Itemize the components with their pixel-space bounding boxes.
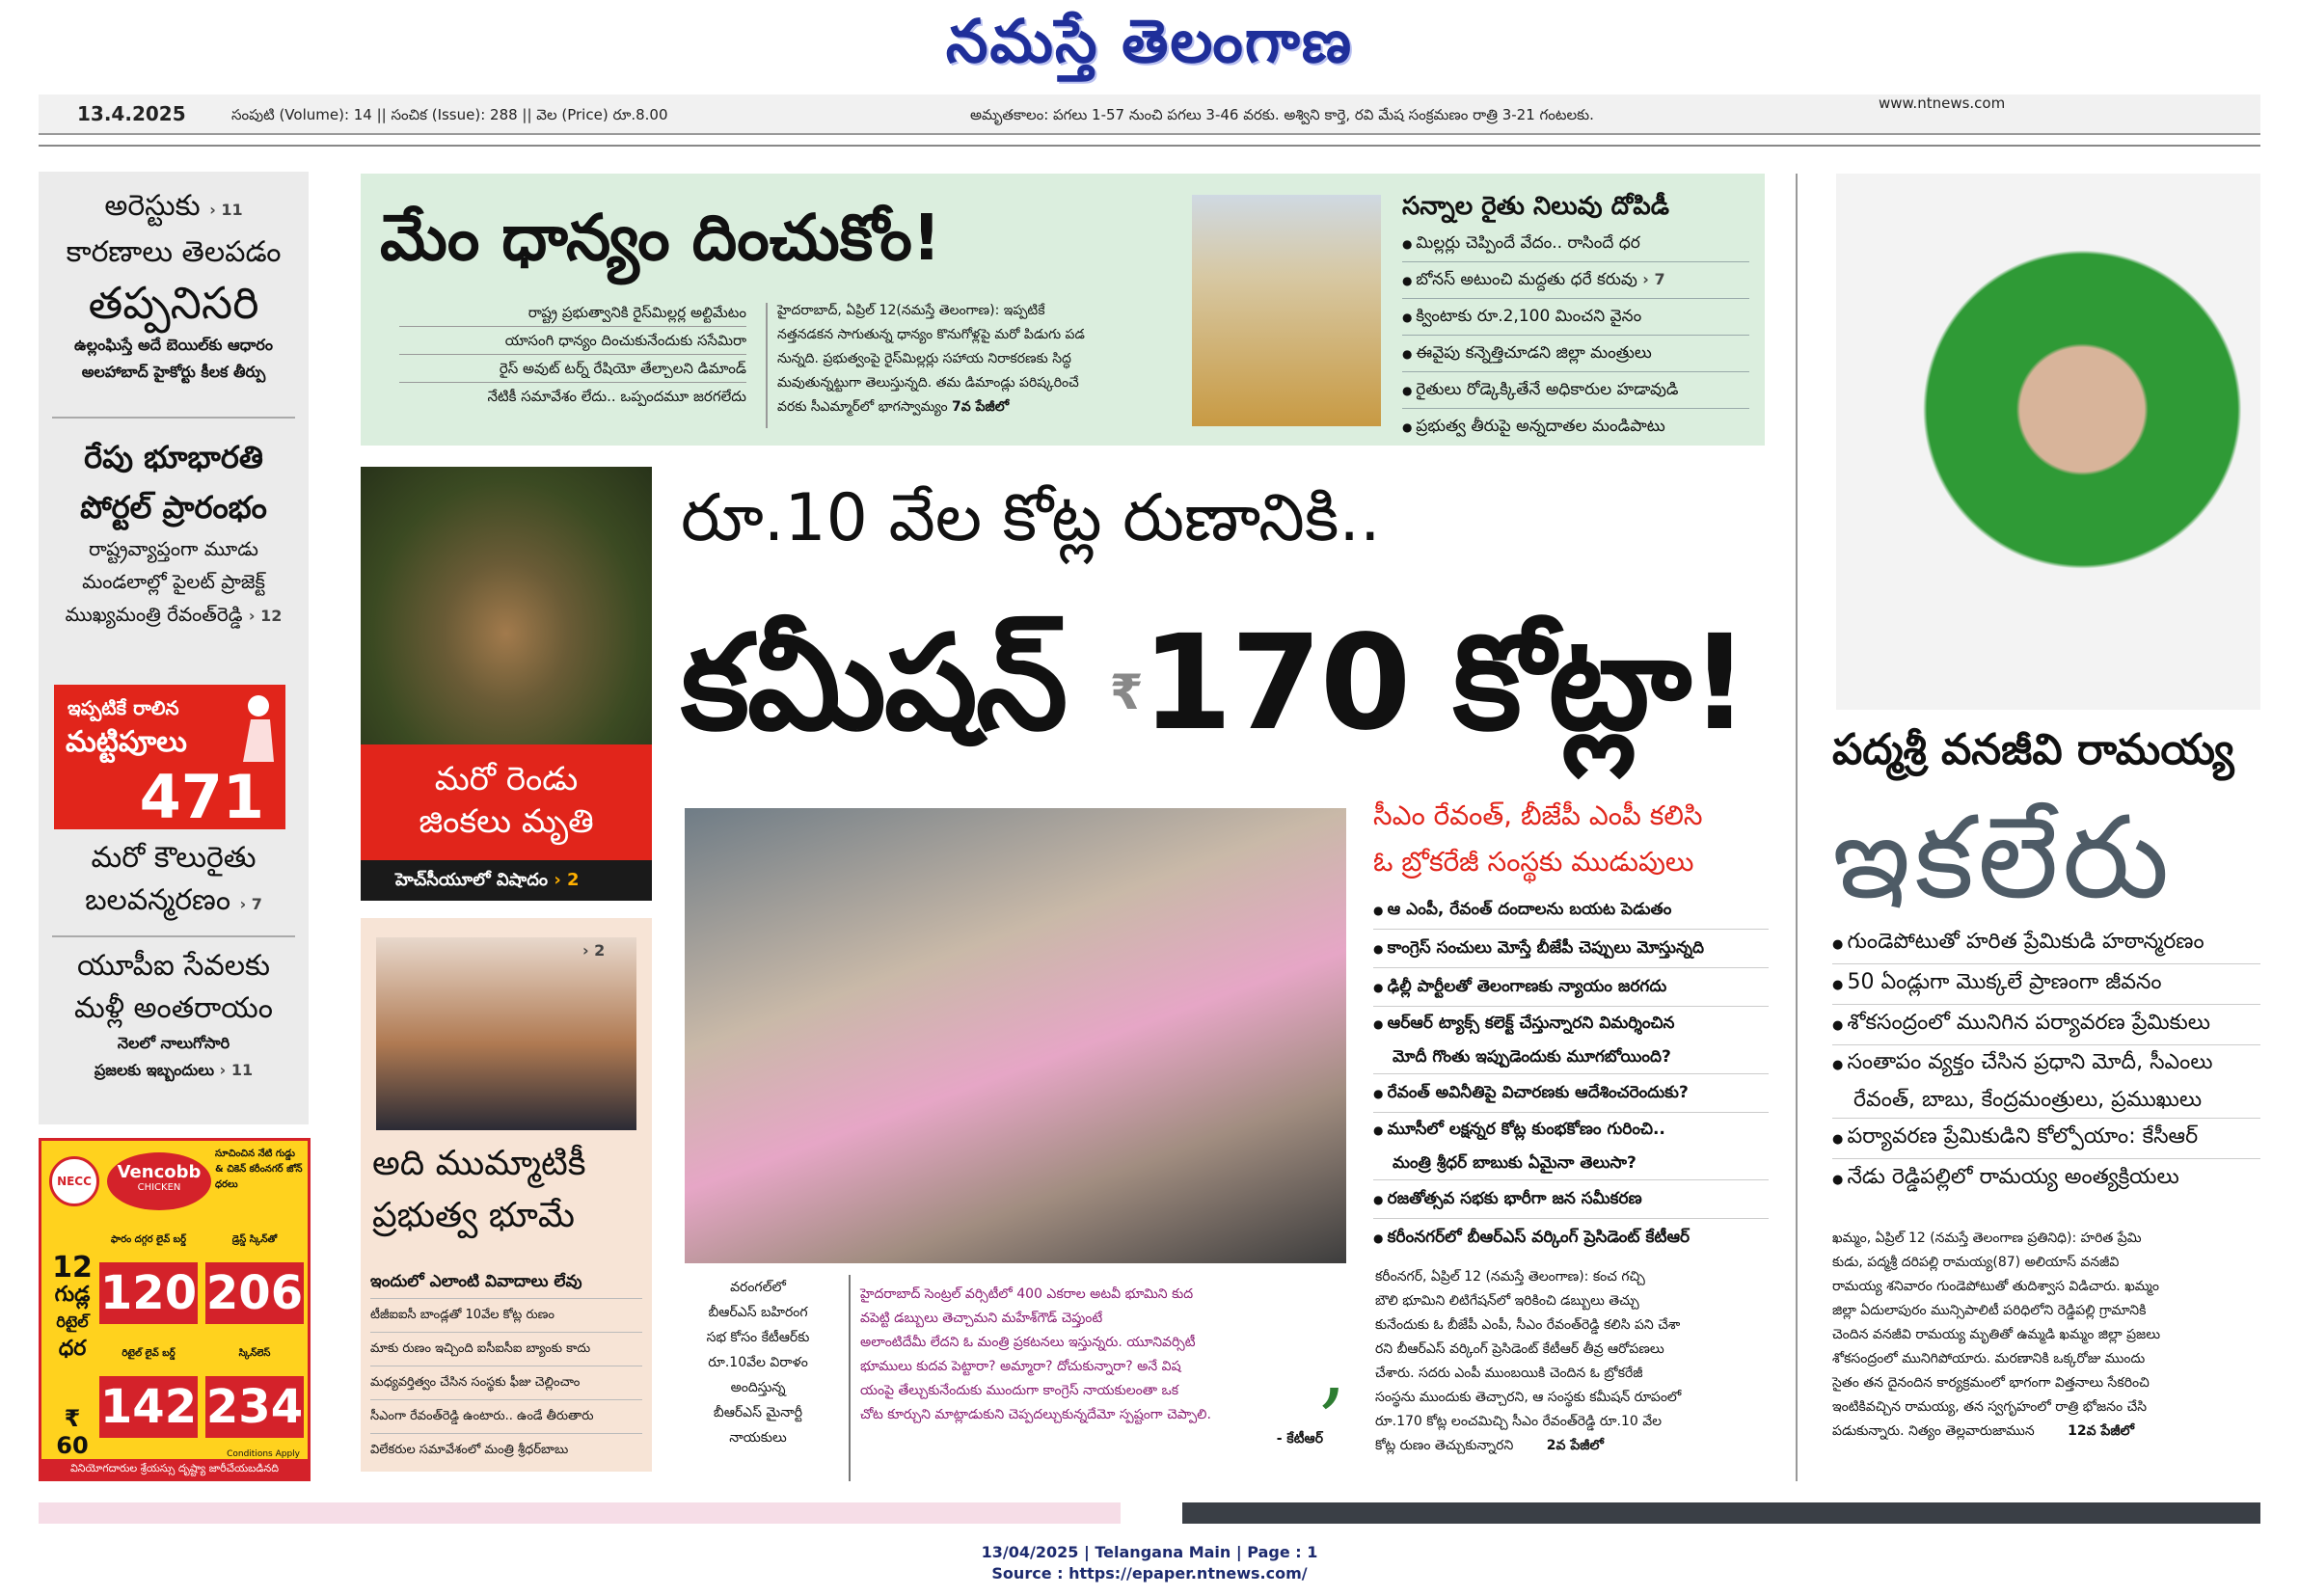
quote-line: యంపై తేల్చుకునేందుకు ముందుగా కాంగ్రెస్ నాయకులంతా ఒక xyxy=(860,1383,1179,1398)
rupee-symbol: ₹ xyxy=(1109,663,1142,720)
deer-subbar: హెచ్‌సీయూలో విషాదం › 2 xyxy=(361,860,652,901)
banner-subpoint: యాసంగి ధాన్యం దించుకునేందుకు ససేమిరా xyxy=(399,327,746,355)
body-line: రూ.170 కోట్ల లంచమిచ్చి సీఎం రేవంత్‌రెడ్డి రూ.10 వేల xyxy=(1375,1414,1663,1429)
banner-subpoints xyxy=(399,299,746,410)
main-headline-line2: కమీషన్ ₹170 కోట్లా! xyxy=(681,608,1748,760)
page-ref: › 7 xyxy=(1642,270,1665,288)
story-title: యూపీఐ సేవలకు xyxy=(76,949,271,983)
land-line: టీజీఐఐసీ బాండ్లతో 10వేల కోట్ల రుణం xyxy=(370,1298,642,1332)
egg-word: రిటైల్ xyxy=(56,1312,89,1331)
price-live-bird-farm: 120 xyxy=(99,1262,198,1324)
vanajeevi-ramaiah-photo xyxy=(1836,174,2260,710)
bullet-item: ● 50 ఏండ్లుగా మొక్కలే ప్రాణంగా జీవనం xyxy=(1832,964,2260,1005)
footer-source[interactable]: Source : https://epaper.ntnews.com/ xyxy=(991,1564,1308,1582)
land-line: మాకు రుణం ఇచ్చింది ఐసీఐసీఐ బ్యాంకు కాదు xyxy=(370,1332,642,1366)
body-line: సంస్థను ముందుకు తెచ్చారని, ఆ సంస్థకు కమీషన్ రూపంలో xyxy=(1375,1390,1682,1405)
story-line: మండలాల్లో పైలట్ ప్రాజెక్ట్ xyxy=(82,570,265,593)
info-bar xyxy=(39,95,2260,135)
land-line: సీఎంగా రేవంత్‌రెడ్డి ఉంటారు.. ఉండే తీరుతారు xyxy=(370,1399,642,1433)
land-title-line: ప్రభుత్వ భూమే xyxy=(372,1196,575,1235)
ad-conditions: Conditions Apply xyxy=(227,1449,300,1459)
bottom-ad-strip-right xyxy=(1182,1502,2260,1524)
badge-line: ఇప్పటికే రాలిన xyxy=(68,696,179,719)
bullet-item: ● బోనస్ అటుంచి మద్దతు ధరే కరువు › 7 xyxy=(1402,262,1749,299)
body-line: కునేందుకు ఓ బీజేపీ ఎంపీ, సీఎం రేవంత్‌రెడ్డి కలిసి పని చేశా xyxy=(1375,1317,1681,1333)
story-upi xyxy=(39,945,309,1084)
ramaiah-body xyxy=(1832,1227,2260,1444)
quote-line: హైదరాబాద్ సెంట్రల్ వర్సిటీలో 400 ఎకరాల అటవీ భూమిని కుద xyxy=(860,1286,1194,1302)
quote-attribution: - కేటీఆర్ xyxy=(1276,1431,1323,1447)
body-line: రని బీఆర్‌ఎస్ వర్కింగ్ ప్రెసిడెంట్ కేటీఆర్ తీవ్ర ఆరోపణలు xyxy=(1375,1341,1664,1357)
main-bullets xyxy=(1373,891,1769,1257)
bullet-item: ● రైతులు రోడ్కెక్కితేనే అధికారుల హడావుడి xyxy=(1402,372,1749,409)
ktr-quote xyxy=(860,1283,1323,1451)
ramaiah-bullets xyxy=(1832,924,2260,1199)
masthead xyxy=(0,0,2299,96)
ad-top-text: సూచించిన నేటి గుడ్డు & చికెన్ కరీంనగర్ జోన్ ధరలు xyxy=(215,1149,303,1190)
bullet-item: ● కరీంనగర్‌లో బీఆర్‌ఎస్ వర్కింగ్ ప్రెసిడెంట్ కేటీఆర్ xyxy=(1373,1219,1769,1257)
price-retail-live: 142 xyxy=(99,1376,198,1438)
body-line: మవుతున్నట్టుగా తెలుస్తున్నది. తమ డిమాండ్లు పరిష్కరించే xyxy=(777,375,1079,391)
story-title: బలవన్మరణం › 7 xyxy=(85,883,262,917)
story-line: ఉల్లంఘిస్తే అదే బెయిల్‌కు ఆధారం xyxy=(73,336,273,354)
bullet-item: ● మిల్లర్లు చెప్పిందే వేదం.. రాసిందే ధర xyxy=(1402,226,1749,262)
farmer-icon xyxy=(230,690,282,762)
body-line: చేశారు. సదరు ఎంపీ ముంబయికి చెందిన ఓ బ్రోకరేజీ xyxy=(1375,1366,1643,1381)
deer-headline-line: జింకలు మృతి xyxy=(419,802,594,841)
story-title-emph: తప్పనిసరి xyxy=(88,277,259,329)
body-line: నత్తనడకన సాగుతున్న ధాన్యం కొనుగోళ్లపై మరో పిడుగు పడ xyxy=(777,327,1085,342)
quote-line: భూములు కుదవ పెట్టారా? అమ్మారా? దోచుకున్నారా? అనే విష xyxy=(860,1359,1181,1374)
bullet-item: ● కాంగ్రెస్ సంచులు మోస్తే బీజేపీ చెప్పులు మోస్తున్నది xyxy=(1373,930,1769,968)
story-title: కారణాలు తెలపడం xyxy=(66,235,282,269)
egg-word: ధర xyxy=(58,1337,87,1361)
price-label: డ్రెస్డ్ స్కిన్‌తో xyxy=(231,1234,278,1245)
left-column xyxy=(39,172,309,1124)
divider xyxy=(52,935,295,937)
issue-date: 13.4.2025 xyxy=(77,102,186,125)
amrutha-kalam: అమృతకాలం: పగలు 1-57 నుంచి పగలు 3-46 వరకు. అశ్విని కార్తె, రవి మేష సంక్రమణం రాత్రి 3-21 గంటలకు. xyxy=(970,106,1594,123)
egg-label xyxy=(47,1251,97,1459)
bullet-item: ● సంతాపం వ్యక్తం చేసిన ప్రధాని మోదీ, సీఎంలు రేవంత్, బాబు, కేంద్రమంత్రులు, ప్రముఖులు xyxy=(1832,1045,2260,1119)
land-lines xyxy=(370,1265,642,1467)
page-ref: 7వ పేజీలో xyxy=(952,399,1010,415)
body-line: ఖమ్మం, ఏప్రిల్ 12 (నమస్తే తెలంగాణ ప్రతినిధి): హరిత ప్రేమి xyxy=(1832,1231,2142,1246)
egg-word: గుడ్ల xyxy=(54,1283,91,1307)
body-line: వరకు సీఎమ్మార్‌లో భాగస్వామ్యం 7వ పేజీలో xyxy=(777,399,1010,415)
photo-caption xyxy=(681,1275,835,1450)
rice-millers-banner xyxy=(361,174,1765,446)
price-label: స్కిన్‌లెస్ xyxy=(238,1348,271,1359)
bullet-item: ● మూసీలో లక్షన్నర కోట్ల కుంభకోణం గురించి.. మంత్రి శ్రీధర్ బాబుకు ఏమైనా తెలుసా? xyxy=(1373,1113,1769,1180)
price-label: ఫారం దగ్గర లైవ్ బర్డ్ xyxy=(110,1234,187,1245)
bullet-item: ● ఢిల్లీ పార్టీలతో తెలంగాణకు న్యాయం జరగదు xyxy=(1373,968,1769,1007)
body-line: శోకసంద్రంలో మునిగిపోయారు. మరణానికి ఒక్కరోజు ముందు xyxy=(1832,1351,2146,1366)
price-skinless: 234 xyxy=(205,1376,304,1438)
header-rule xyxy=(39,145,2260,147)
paddy-heap-photo xyxy=(1192,195,1381,426)
bullet-item: ● ఆ ఎంపీ, రేవంత్ దందాలను బయట పెడుతం xyxy=(1373,891,1769,930)
vencobb-ad xyxy=(39,1138,311,1481)
ramaiah-big-headline: ఇకలేరు xyxy=(1832,791,2174,924)
quote-line: చోట కూర్చుని మాట్లాడుకుని చెప్పదల్చుకున్నదేమో స్పష్టంగా చెప్పాలి. xyxy=(860,1407,1211,1422)
main-red-subhead xyxy=(1373,793,1769,885)
bullet-item: ● నేడు రెడ్డిపల్లిలో రామయ్య అంత్యక్రియలు xyxy=(1832,1159,2260,1199)
bullet-item: ● ప్రభుత్వ తీరుపై అన్నదాతల మండిపాటు xyxy=(1402,409,1749,445)
page-ref: › 12 xyxy=(248,607,283,625)
page-ref: 12వ పేజీలో xyxy=(2068,1423,2135,1439)
body-line: బౌలి భూమిని లిటిగేషన్‌లో ఇరికించి డబ్బులు తెచ్చు xyxy=(1375,1293,1639,1309)
quote-line: అలాంటిదేమీ లేదని ఓ మంత్రి ప్రకటనలు ఇస్తున్నరు. యూనివర్సిటీ xyxy=(860,1335,1196,1350)
bullet-item: ● ఈవైపు కన్నెత్తిచూడని జిల్లా మంత్రులు xyxy=(1402,336,1749,372)
ramaiah-headline: పద్మశ్రీ వనజీవి రామయ్య xyxy=(1832,725,2234,774)
story-arrest xyxy=(39,185,309,386)
bullet-item: ● గుండెపోటుతో హరిత ప్రేమికుడి హఠాన్మరణం xyxy=(1832,924,2260,964)
story-title: మరో కౌలురైతు xyxy=(91,841,257,875)
body-line: కుడు, పద్మశ్రీ దరిపల్లి రామయ్య(87) అలియాస్ వనజీవి xyxy=(1832,1255,2120,1270)
land-line: మధ్యవర్తిత్వం చేసిన సంస్థకు ఫీజు చెల్లించాం xyxy=(370,1366,642,1399)
land-line: విలేకరుల సమావేశంలో మంత్రి శ్రీధర్‌బాబు xyxy=(370,1433,642,1467)
necc-logo: NECC xyxy=(49,1156,99,1206)
body-line: నున్నది. ప్రభుత్వంపై రైస్‌మిల్లర్లు సహాయ నిరాకరణకు సిద్ధ xyxy=(777,351,1071,366)
bullet-item: ● క్వింటాకు రూ.2,100 మించని వైనం xyxy=(1402,299,1749,336)
main-headline-line1: రూ.10 వేల కోట్ల రుణానికి.. xyxy=(681,480,1381,556)
red-subhead-line: ఓ బ్రోకరేజీ సంస్థకు ముడుపులు xyxy=(1373,846,1694,878)
banner-body xyxy=(777,299,1175,419)
story-title: అరెస్టుకు › 11 xyxy=(104,189,243,223)
caption-line: బీఆర్‌ఎస్ బహిరంగ xyxy=(708,1305,808,1320)
body-line: సైతం తన దైనందిన కార్యక్రమంలో భాగంగా విత్తనాలు సేకరించి xyxy=(1832,1375,2150,1391)
land-title xyxy=(372,1138,586,1242)
body-line: జిల్లా ఏదులాపురం మున్సిపాలిటీ పరిధిలోని రెడ్డిపల్లి గ్రామానికి xyxy=(1832,1303,2147,1318)
page-ref: › 7 xyxy=(239,895,262,913)
divider xyxy=(849,1275,851,1481)
banner-subpoint: నేటికీ సమావేశం లేదు.. ఒప్పందమూ జరగలేదు xyxy=(487,388,746,405)
minister-photo xyxy=(376,937,636,1130)
bullet-item: ● రజతోత్సవ సభకు భారీగా జన సమీకరణ xyxy=(1373,1180,1769,1219)
story-line: అలహాబాద్ హైకోర్టు కీలక తీర్పు xyxy=(81,363,266,381)
quote-line: వపెట్టి డబ్బులు తెచ్చామని మహేశ్‌గౌడ్ చెప్తుంటే xyxy=(860,1311,1103,1326)
farmer-deaths-badge xyxy=(54,685,285,832)
badge-line: మట్టిపూలు xyxy=(66,725,187,759)
page-ref: › 2 xyxy=(554,870,580,890)
caption-line: నాయకులు xyxy=(729,1430,787,1446)
price-grid xyxy=(99,1233,304,1453)
body-line: కోట్ల రుణం తెచ్చుకున్నారని 2వ పేజీలో xyxy=(1375,1438,1604,1453)
brand-name: Vencobb xyxy=(117,1162,202,1182)
deaths-count: 471 xyxy=(139,762,264,832)
deer-headline xyxy=(361,744,652,860)
ad-bottom-text: వినియోగదారుల శ్రేయస్సు దృష్ట్యా జారీచేయబడినది xyxy=(41,1459,308,1478)
land-story xyxy=(361,918,652,1472)
quote-mark-icon: , xyxy=(1319,1317,1347,1419)
footer-page-info: 13/04/2025 | Telangana Main | Page : 1 xyxy=(981,1543,1318,1561)
story-line: ముఖ్యమంత్రి రేవంత్‌రెడ్డి › 12 xyxy=(65,603,283,626)
caption-line: సభ కోసం కేటీఆర్‌కు xyxy=(706,1330,810,1345)
vencobb-logo xyxy=(107,1152,211,1210)
story-title: పోర్టల్ ప్రారంభం xyxy=(80,489,267,526)
body-line: ఇంటికివచ్చిన రామయ్య, తన స్వగృహంలో రాత్రి భోజనం చేసి xyxy=(1832,1399,2148,1415)
story-title: మళ్లీ అంతరాయం xyxy=(74,991,273,1025)
body-line: చెందిన వనజీవి రామయ్య మృతితో ఉమ్మడి ఖమ్మం జిల్లా ప్రజలు xyxy=(1832,1327,2161,1342)
bullet-item: ● ఆర్‌ఆర్ ట్యాక్స్ కలెక్ట్ చేస్తున్నారని విమర్శించిన మోదీ గొంతు ఇప్పుడెందుకు మూగబోయింది? xyxy=(1373,1007,1769,1074)
story-line: నెలలో నాలుగోసారి xyxy=(117,1034,230,1052)
story-line: ప్రజలకు ఇబ్బందులు › 11 xyxy=(94,1061,254,1079)
bullet-item: ● శోకసంద్రంలో మునిగిన పర్యావరణ ప్రేమికులు xyxy=(1832,1005,2260,1045)
bottom-ad-strip-left xyxy=(39,1502,1121,1524)
banner-subpoint: రైస్ అవుట్ టర్న్ రేషియో తేల్చాలని డిమాండ్ xyxy=(399,355,746,383)
newspaper-logo: నమస్తే తెలంగాణ xyxy=(945,6,1354,76)
caption-line: అందిస్తున్న xyxy=(730,1380,786,1395)
land-title-line: అది ముమ్మాటికీ xyxy=(372,1144,586,1183)
red-subhead-line: సీఎం రేవంత్, బీజేపీ ఎంపీ కలిసి xyxy=(1373,799,1703,831)
page-ref: 2వ పేజీలో xyxy=(1546,1438,1604,1453)
bullet-item: ● పర్యావరణ ప్రేమికుడిని కోల్పోయాం: కేసీఆర్ xyxy=(1832,1119,2260,1159)
caption-line: బీఆర్‌ఎస్ మైనార్టీ xyxy=(713,1405,803,1420)
deer-photo xyxy=(361,467,652,744)
caption-line: వరంగల్‌లో xyxy=(730,1280,786,1295)
land-line: ఇందులో ఎలాంటి వివాదాలు లేవు xyxy=(370,1272,582,1291)
banner-bullets xyxy=(1402,187,1749,445)
page-ref: › 11 xyxy=(209,201,243,219)
story-bhubharathi xyxy=(39,432,309,633)
price-dressed-skin: 206 xyxy=(205,1262,304,1324)
banner-headline: మేం ధాన్యం దించుకోం! xyxy=(380,201,941,275)
ktr-donation-photo xyxy=(685,808,1346,1263)
divider xyxy=(52,417,295,419)
brand-sub: CHICKEN xyxy=(137,1182,181,1193)
issue-volume: సంపుటి (Volume): 14 || సంచిక (Issue): 288 || వెల (Price) రూ.8.00 xyxy=(231,106,668,123)
website: www.ntnews.com xyxy=(1879,95,2006,112)
bullet-item: ● రేవంత్ అవినీతిపై విచారణకు ఆదేశించరెందుకు? xyxy=(1373,1074,1769,1113)
divider xyxy=(766,303,768,428)
deer-headline-line: మరో రెండు xyxy=(434,760,579,798)
main-body xyxy=(1375,1265,1767,1458)
banner-subpoint: రాష్ట్ర ప్రభుత్వానికి రైస్‌మిల్లర్ల అల్టిమేటం xyxy=(399,299,746,327)
egg-count: 12 xyxy=(52,1251,93,1285)
body-line: పడుకున్నారు. నిత్యం తెల్లవారుజామున 12వ పేజీలో xyxy=(1832,1423,2135,1439)
story-line: రాష్ట్రవ్యాప్తంగా మూడు xyxy=(89,537,258,560)
caption-line: రూ.10వేల విరాళం xyxy=(708,1355,808,1370)
column-divider xyxy=(1796,174,1798,1481)
body-line: రామయ్య శనివారం గుండెపోటుతో తుదిశ్వాస విడిచారు. ఖమ్మం xyxy=(1832,1279,2159,1294)
story-title: రేపు భూభారతి xyxy=(84,439,263,475)
page-ref: › 2 xyxy=(582,941,606,960)
bullets-heading: సన్నాల రైతు నిలువు దోపిడీ xyxy=(1402,192,1669,221)
page-ref: › 11 xyxy=(219,1061,254,1079)
egg-price: ₹ 60 xyxy=(56,1405,89,1459)
price-label: రిటైల్ లైవ్ బర్డ్ xyxy=(122,1348,176,1359)
body-line: హైదరాబాద్, ఏప్రిల్ 12(నమస్తే తెలంగాణ): ఇప్పటికే xyxy=(777,303,1045,318)
body-line: కరీంనగర్, ఏప్రిల్ 12 (నమస్తే తెలంగాణ): కంచ గచ్చి xyxy=(1375,1269,1645,1285)
story-farmer-suicide xyxy=(39,837,309,926)
